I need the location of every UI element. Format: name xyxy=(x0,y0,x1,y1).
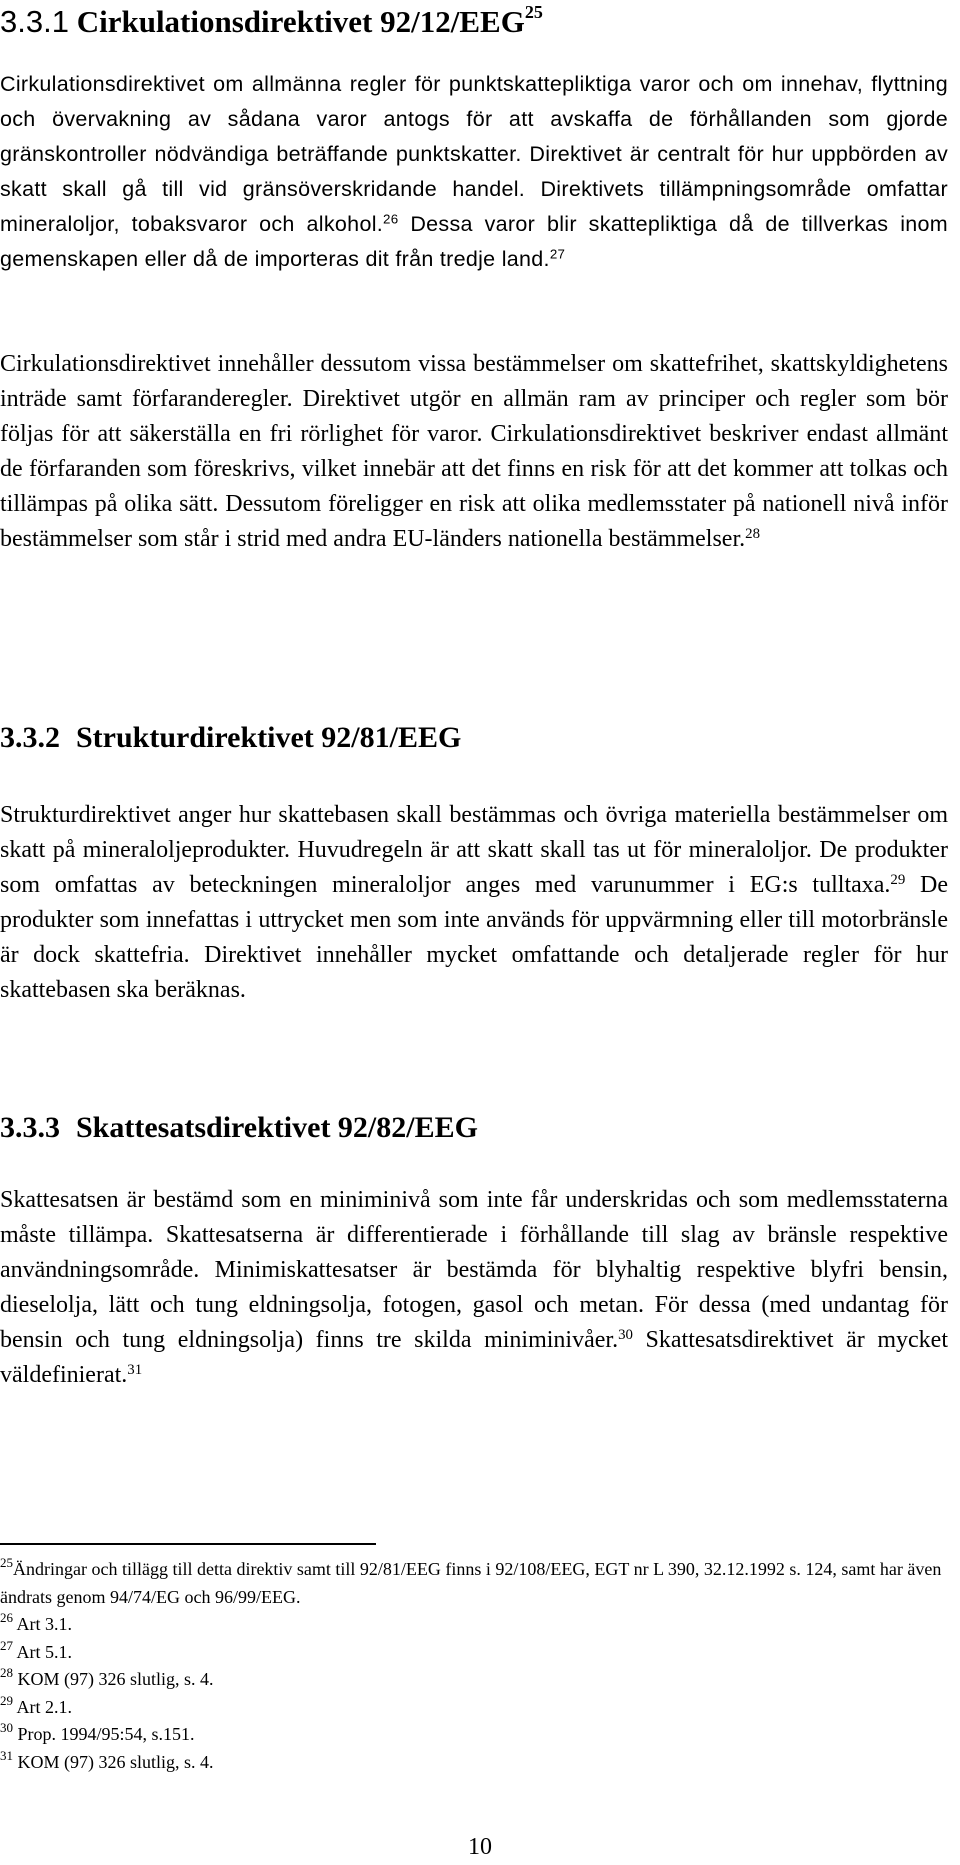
section-number: 3.3.3 xyxy=(0,1111,60,1144)
section-heading-3-3-2 xyxy=(0,718,461,758)
paragraph-circulation-scope xyxy=(0,67,948,277)
footnote-text: Art 3.1. xyxy=(13,1614,73,1634)
footnote-ref: 26 xyxy=(383,211,399,227)
footnote-text: Prop. 1994/95:54, s.151. xyxy=(13,1724,195,1744)
footnote-number: 27 xyxy=(0,1637,13,1653)
section-number: 3.3.2 xyxy=(0,721,60,754)
footnote xyxy=(0,1666,948,1694)
paragraph-text: Dessa varor blir skattepliktiga då de tillverkas inom gemenskapen eller då de importeras dit från tredje land. xyxy=(0,212,948,271)
footnote-ref: 31 xyxy=(127,1361,143,1378)
footnote-number: 26 xyxy=(0,1610,13,1625)
section-title: Skattesatsdirektivet 92/82/EEG xyxy=(76,1111,478,1144)
footnote-ref: 28 xyxy=(745,525,760,542)
footnote-number: 28 xyxy=(0,1665,13,1680)
footnote xyxy=(0,1611,948,1639)
paragraph-tax-rate-directive xyxy=(0,1183,948,1393)
footnote xyxy=(0,1749,948,1777)
footnote xyxy=(0,1721,948,1749)
footnote-number: 25 xyxy=(0,1555,13,1570)
footnote-text: Art 2.1. xyxy=(13,1696,73,1717)
footnote-ref: 30 xyxy=(618,1326,633,1343)
section-heading-3-3-3 xyxy=(0,1108,478,1148)
footnote-text: Art 5.1. xyxy=(13,1641,73,1662)
footnotes xyxy=(0,1556,948,1776)
footnote-text: KOM (97) 326 slutlig, s. 4. xyxy=(13,1751,214,1772)
section-title: Cirkulationsdirektivet 92/12/EEG xyxy=(76,4,525,39)
footnote-ref: 29 xyxy=(890,871,906,888)
paragraph-text: Skattesatsen är bestämd som en miniminivå som inte får underskridas och som medlemsstaterna måste tillämpa. Skattesatserna är differentierade i förhållande till slag av bränsle respektive användningsområde. Minimiskattesatser är bestämda för blyhaltig respektive blyfri bensin, dieselolja, lätt och tung eldningsolja, fotogen, gasol och metan. För dessa (med undantag för bensin och tung eldningsolja) finns tre skilda miniminivåer. xyxy=(0,1187,948,1353)
footnote xyxy=(0,1694,948,1722)
footnote-number: 30 xyxy=(0,1720,13,1735)
paragraph-text: Skattesatsdirektivet är mycket väldefinierat. xyxy=(0,1327,948,1388)
footnote-ref: 25 xyxy=(524,2,543,22)
section-number: 3.3.1 xyxy=(0,4,69,39)
paragraph-text: Cirkulationsdirektivet innehåller dessutom vissa bestämmelser om skattefrihet, skattskyldighetens inträde samt förfaranderegler. Direktivet utgör en allmän ram av principer och regler som bör följas för att säkerställa en fri rörlighet för varor. Cirkulationsdirektivet beskriver endast allmänt de förfaranden som föreskrivs, vilket innebär att det finns en risk för att det kommer att tolkas och tillämpas på olika sätt. Dessutom föreligger en risk att olika medlemsstater på nationell nivå inför bestämmelser som står i strid med andra EU-länders nationella bestämmelser. xyxy=(0,351,948,552)
paragraph-circulation-rules xyxy=(0,347,948,557)
paragraph-text: Cirkulationsdirektivet om allmänna regler för punktskattepliktiga varor och om innehav, flyttning och övervakning av sådana varor antogs för att avskaffa de förhållanden som gjorde gränskontroller nödvändiga beträffande punktskatter. Direktivet är centralt för hur uppbörden av skatt skall gå till vid gränsöverskridande handel. Direktivets tillämpningsområde omfattar mineraloljor, tobaksvaror och alkohol. xyxy=(0,72,948,236)
footnote xyxy=(0,1556,948,1611)
footnote-number: 31 xyxy=(0,1747,13,1763)
footnote-number: 29 xyxy=(0,1692,13,1708)
page-number: 10 xyxy=(468,1834,492,1860)
footnote-ref: 27 xyxy=(549,246,566,262)
footnote-text: Ändringar och tillägg till detta direktiv samt till 92/81/EEG finns i 92/108/EEG, EGT nr L 390, 32.12.1992 s. 124, samt har även ändrats genom 94/74/EG och 96/99/EEG. xyxy=(0,1559,942,1607)
section-title: Strukturdirektivet 92/81/EEG xyxy=(76,721,462,754)
section-heading-3-3-1 xyxy=(0,0,543,44)
paragraph-text: Strukturdirektivet anger hur skattebasen skall bestämmas och övriga materiella bestämmelser om skatt på mineraloljeprodukter. Huvudregeln är att skatt skall tas ut för mineraloljor. De produkter som omfattas av beteckningen mineraloljor anges med varunummer i EG:s tulltaxa. xyxy=(0,802,948,898)
paragraph-structure-directive xyxy=(0,798,948,1008)
footnote xyxy=(0,1639,948,1667)
paragraph-text: De produkter som innefattas i uttrycket men som inte används för uppvärmning eller till motorbränsle är dock skattefria. Direktivet innehåller mycket omfattande och detaljerade regler för hur skattebasen ska beräknas. xyxy=(0,872,949,1003)
footnote-text: KOM (97) 326 slutlig, s. 4. xyxy=(13,1669,214,1689)
footnote-divider xyxy=(0,1543,376,1545)
